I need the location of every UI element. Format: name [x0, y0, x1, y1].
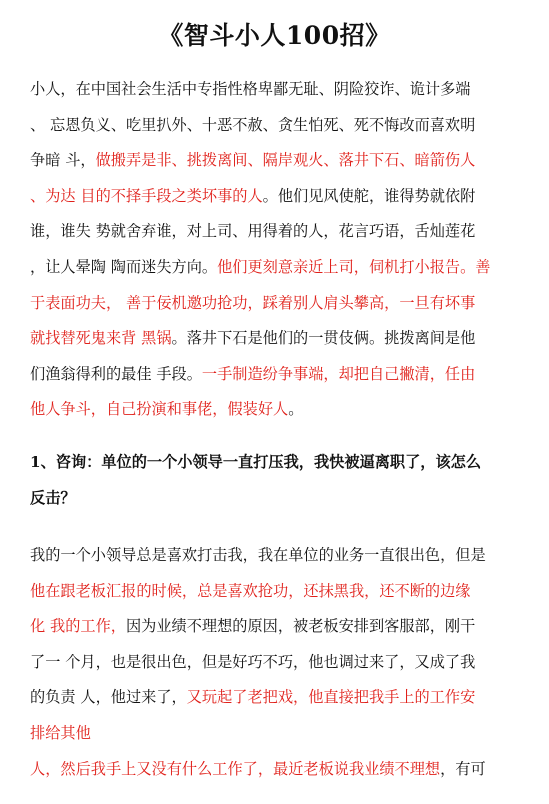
body-text: 反击？ — [30, 488, 76, 507]
highlighted-text: 、为达 目的不择手段之类坏事的人 — [30, 186, 263, 205]
text-line — [30, 72, 519, 108]
body-text: 。落井下石是他们的一贯伎俩。挑拨离间是他 — [171, 329, 476, 348]
body-text: 们渔翁得利的最佳 手段。 — [30, 364, 202, 383]
body-text: 因为业绩不理想的原因，被老板安排到客服部，刚干 — [125, 617, 476, 636]
text-line — [30, 481, 519, 517]
text-line — [30, 321, 519, 357]
page-title: 《智斗小人100招》 — [158, 21, 391, 50]
intro-paragraph — [30, 72, 519, 428]
text-line — [30, 179, 519, 215]
text-line — [30, 645, 519, 681]
highlighted-text: 就找替死鬼来背 黑锅 — [30, 329, 172, 348]
highlighted-text: 他在跟老板汇报的时候，总是喜欢抢功，还抹黑我，还不断的边缘 — [30, 581, 471, 600]
text-line — [30, 286, 519, 322]
text-line — [30, 716, 519, 752]
text-line — [30, 609, 519, 645]
text-line — [30, 392, 519, 428]
highlighted-text: 一手制造纷争事端，却把自己撇清，任由 — [201, 364, 476, 383]
highlighted-text: 于表面功夫， 善于佞机邀功抢功，踩着别人肩头攀高，一旦有坏事 — [30, 293, 476, 312]
text-line — [30, 143, 519, 179]
body-text: 我的一个小领导总是喜欢打击我，我在单位的业务一直很出色，但是 — [30, 546, 486, 564]
body-text: 。 — [288, 400, 304, 419]
highlighted-text: 他人争斗，自己扮演和事佬，假装好人 — [30, 400, 289, 419]
text-line — [30, 680, 519, 716]
body-text: 争暗 斗， — [30, 151, 96, 170]
text-line — [30, 574, 519, 610]
highlighted-text: 做搬弄是非、挑拨离间、隔岸观火、落井下石、暗箭伤人 — [95, 151, 476, 170]
text-line — [30, 445, 519, 481]
story-paragraph — [30, 538, 519, 787]
body-text: 的负责 人，他过来了， — [30, 688, 187, 707]
text-line — [30, 108, 519, 144]
highlighted-text: 人，然后我手上又没有什么工作了，最近老板说我业绩不理想 — [30, 759, 441, 778]
body-text: 谁，谁失 势就舍弃谁，对上司、用得着的人，花言巧语，舌灿莲花 — [30, 222, 476, 241]
text-line — [30, 357, 519, 393]
text-line — [30, 538, 519, 574]
text-line — [30, 250, 519, 286]
text-line — [30, 214, 519, 250]
highlighted-text: 化 我的工作， — [30, 617, 126, 636]
question-paragraph — [30, 445, 519, 516]
body-text: 了一 个月，也是很出色，但是好巧不巧，他也调过来了，又成了我 — [30, 652, 476, 671]
text-line — [30, 752, 519, 788]
body-text: 小人，在中国社会生活中专指性格卑鄙无耻、阴险狡诈、诡计多端 — [30, 80, 471, 98]
body-text: ，让人晕陶 陶而迷失方向。 — [30, 257, 218, 276]
body-text: 、 忘恩负义、吃里扒外、十恶不赦、贪生怕死、死不悔改而喜欢明 — [30, 115, 476, 134]
highlighted-text: 他们更刻意亲近上司，伺机打小报告。善 — [217, 257, 491, 276]
highlighted-text: 排给其他 — [30, 723, 91, 742]
highlighted-text: 又玩起了老把戏，他直接把我手上的工作安 — [186, 688, 476, 707]
body-text: ，有可 — [440, 759, 486, 778]
body-text: 。他们见风使舵，谁得势就依附 — [262, 186, 476, 205]
body-text: 1、咨询：单位的一个小领导一直打压我，我快被逼离职了，该怎么 — [30, 453, 482, 471]
